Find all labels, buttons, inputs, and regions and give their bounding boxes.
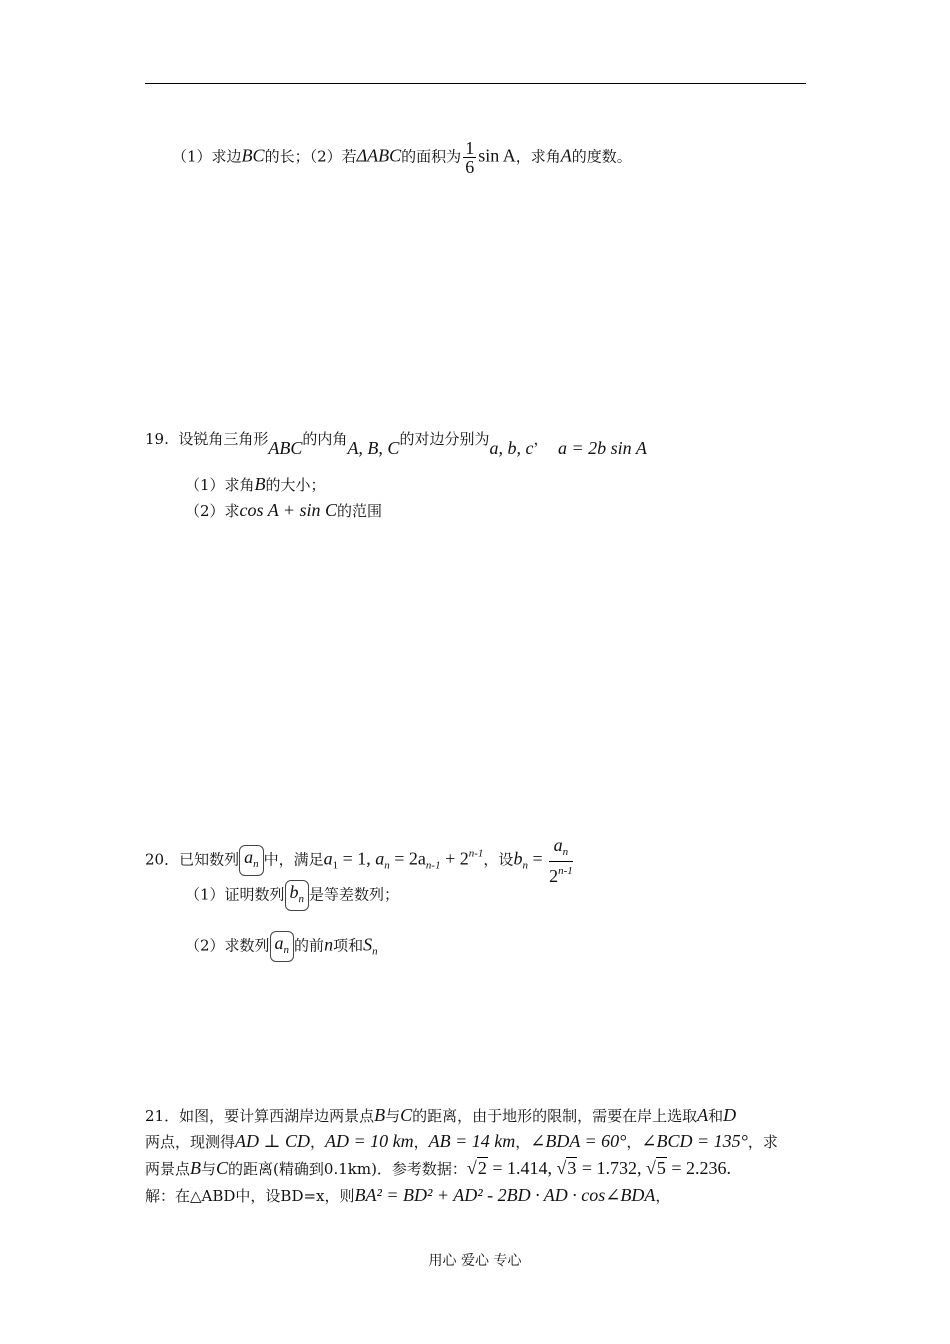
sqrt-2: √2: [466, 1158, 487, 1178]
q21-line2: 两点，现测得AD ⊥ CD，AD = 10 km，AB = 14 km，∠BDA = 60°，∠BCD = 135°，求: [145, 1131, 778, 1151]
q21-line3: 两景点B与C的距离(精确到0.1km)．参考数据：√2 = 1.414, √3 = 1.732, √5 = 2.236.: [145, 1158, 732, 1178]
q19-sub2: （2）求cos A + sin C的范围: [185, 500, 383, 520]
q19-sub1: （1）求角B的大小；: [185, 474, 326, 494]
q19-stem: 19. 设锐角三角形ABC的内角A, B, C的对边分别为a, b, c， a = 2b sin A: [145, 430, 647, 458]
header-rule: [145, 83, 806, 84]
page-footer: 用心 爱心 专心: [428, 1253, 522, 1269]
q20-fraction: $\frac{a_n}{2^{n-1}}$: [549, 835, 573, 886]
q20-sub1: （1）证明数列 $b_n$ 是等差数列；: [185, 880, 399, 911]
q20-stem: 20．已知数列 $a_n$ 中，满足$a_1 = 1$, $a_n = 2a_{n-1} + 2^{n-1}$，设$b_n$ = $\frac{a_n}{2^{n-1}}$: [145, 835, 573, 886]
q21-line1: 21．如图，要计算西湖岸边两景点B与C的距离，由于地形的限制，需要在岸上选取A和D: [145, 1105, 737, 1125]
q18-fraction: $\frac{1}{6}$: [465, 138, 475, 177]
q20-sub2: （2）求数列 $a_n$ 的前n项和$S_n$: [185, 931, 378, 962]
q20-sequence-braces: $a_n$: [239, 845, 264, 876]
q21-solution-line: 解：在△ABD中，设BD=x，则BA² = BD² + AD² - 2BD · AD · cos∠BDA，: [145, 1185, 671, 1205]
sqrt-5: √5: [646, 1158, 666, 1178]
sqrt-3: √3: [556, 1158, 577, 1178]
q18-line: （1）求边BC的长；（2）若ΔABC的面积为 $\frac{1}{6}$ sin A，求角A的度数。: [172, 138, 632, 177]
